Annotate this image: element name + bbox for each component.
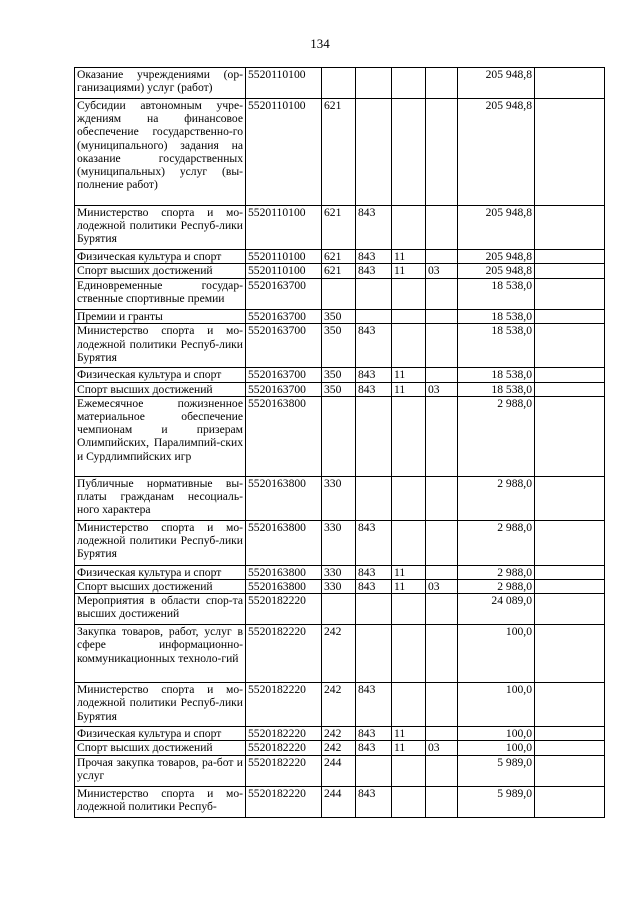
row-name-cell: Ежемесячное пожизненное материальное обеспечение чемпионам и призерам Олимпийских, Паралимпий-ских и Сурдлимпийских игр xyxy=(75,396,246,476)
row-section-cell xyxy=(392,755,426,786)
row-empty-cell xyxy=(535,565,605,579)
table-row xyxy=(75,68,605,99)
row-sum-cell: 205 948,8 xyxy=(458,99,535,206)
row-section-cell xyxy=(392,683,426,727)
row-code-cell: 5520182220 xyxy=(246,625,322,683)
row-subsection-cell: 03 xyxy=(426,741,458,755)
row-code-cell: 5520182220 xyxy=(246,683,322,727)
row-subsection-cell: 03 xyxy=(426,264,458,279)
row-section-cell xyxy=(392,625,426,683)
row-section-cell xyxy=(392,324,426,368)
row-section-cell: 11 xyxy=(392,727,426,741)
table-row xyxy=(75,206,605,250)
row-empty-cell xyxy=(535,310,605,324)
row-subsection-cell xyxy=(426,755,458,786)
row-code-cell: 5520182220 xyxy=(246,594,322,625)
row-section-cell xyxy=(392,206,426,250)
row-name-cell: Физическая культура и спорт xyxy=(75,368,246,382)
row-section-cell: 11 xyxy=(392,264,426,279)
table-row xyxy=(75,755,605,786)
row-sum-cell: 205 948,8 xyxy=(458,264,535,279)
row-code-cell: 5520163700 xyxy=(246,310,322,324)
row-name-cell: Спорт высших достижений xyxy=(75,264,246,279)
row-code-cell: 5520110100 xyxy=(246,264,322,279)
row-sum-cell: 2 988,0 xyxy=(458,580,535,594)
row-name-cell: Министерство спорта и мо-лодежной политики Респуб-лики Бурятия xyxy=(75,683,246,727)
row-expense-type-cell: 242 xyxy=(322,727,356,741)
row-code-cell: 5520182220 xyxy=(246,755,322,786)
row-ministry-code-cell xyxy=(356,476,392,520)
row-ministry-code-cell: 843 xyxy=(356,520,392,565)
row-code-cell: 5520163700 xyxy=(246,279,322,310)
row-code-cell: 5520110100 xyxy=(246,250,322,264)
row-name-cell: Министерство спорта и мо-лодежной политики Респуб-лики Бурятия xyxy=(75,520,246,565)
row-ministry-code-cell xyxy=(356,396,392,476)
row-ministry-code-cell: 843 xyxy=(356,368,392,382)
row-name-cell: Оказание учреждениями (ор-ганизациями) услуг (работ) xyxy=(75,68,246,99)
budget-table xyxy=(74,67,605,818)
row-subsection-cell xyxy=(426,786,458,817)
table-row xyxy=(75,565,605,579)
row-sum-cell: 18 538,0 xyxy=(458,324,535,368)
table-row xyxy=(75,310,605,324)
table-row xyxy=(75,741,605,755)
row-section-cell: 11 xyxy=(392,580,426,594)
row-expense-type-cell xyxy=(322,68,356,99)
row-subsection-cell xyxy=(426,625,458,683)
row-ministry-code-cell xyxy=(356,755,392,786)
row-section-cell xyxy=(392,310,426,324)
row-subsection-cell xyxy=(426,396,458,476)
table-row xyxy=(75,786,605,817)
row-section-cell: 11 xyxy=(392,565,426,579)
row-subsection-cell xyxy=(426,206,458,250)
table-row xyxy=(75,264,605,279)
row-code-cell: 5520163800 xyxy=(246,396,322,476)
row-sum-cell: 24 089,0 xyxy=(458,594,535,625)
row-expense-type-cell: 350 xyxy=(322,368,356,382)
row-section-cell: 11 xyxy=(392,741,426,755)
table-row xyxy=(75,324,605,368)
row-expense-type-cell: 242 xyxy=(322,625,356,683)
row-sum-cell: 5 989,0 xyxy=(458,786,535,817)
row-ministry-code-cell xyxy=(356,99,392,206)
row-empty-cell xyxy=(535,755,605,786)
row-expense-type-cell: 244 xyxy=(322,755,356,786)
row-sum-cell: 18 538,0 xyxy=(458,279,535,310)
row-section-cell xyxy=(392,786,426,817)
row-code-cell: 5520163700 xyxy=(246,324,322,368)
row-empty-cell xyxy=(535,741,605,755)
row-expense-type-cell: 350 xyxy=(322,310,356,324)
row-empty-cell xyxy=(535,727,605,741)
row-subsection-cell xyxy=(426,565,458,579)
row-expense-type-cell: 350 xyxy=(322,324,356,368)
row-code-cell: 5520163800 xyxy=(246,476,322,520)
row-ministry-code-cell: 843 xyxy=(356,264,392,279)
row-code-cell: 5520110100 xyxy=(246,68,322,99)
row-empty-cell xyxy=(535,683,605,727)
row-name-cell: Спорт высших достижений xyxy=(75,741,246,755)
row-subsection-cell xyxy=(426,250,458,264)
row-subsection-cell xyxy=(426,476,458,520)
row-sum-cell: 205 948,8 xyxy=(458,68,535,99)
row-empty-cell xyxy=(535,580,605,594)
row-sum-cell: 2 988,0 xyxy=(458,520,535,565)
row-empty-cell xyxy=(535,68,605,99)
row-name-cell: Закупка товаров, работ, услуг в сфере информационно-коммуникационных техноло-гий xyxy=(75,625,246,683)
row-name-cell: Единовременные государ-ственные спортивные премии xyxy=(75,279,246,310)
row-expense-type-cell: 330 xyxy=(322,520,356,565)
row-name-cell: Министерство спорта и мо-лодежной политики Респуб- xyxy=(75,786,246,817)
row-code-cell: 5520163700 xyxy=(246,382,322,396)
row-ministry-code-cell: 843 xyxy=(356,683,392,727)
row-code-cell: 5520110100 xyxy=(246,99,322,206)
row-sum-cell: 100,0 xyxy=(458,727,535,741)
row-name-cell: Субсидии автономным учре-ждениям на финансовое обеспечение государственно-го (муниципального) задания на оказание государственных (муниципальных) услуг (вы-полнение работ) xyxy=(75,99,246,206)
row-sum-cell: 5 989,0 xyxy=(458,755,535,786)
table-row xyxy=(75,594,605,625)
row-empty-cell xyxy=(535,396,605,476)
row-empty-cell xyxy=(535,520,605,565)
row-empty-cell xyxy=(535,324,605,368)
row-section-cell xyxy=(392,594,426,625)
table-row xyxy=(75,250,605,264)
table-row xyxy=(75,683,605,727)
row-empty-cell xyxy=(535,279,605,310)
row-ministry-code-cell: 843 xyxy=(356,206,392,250)
row-name-cell: Прочая закупка товаров, ра-бот и услуг xyxy=(75,755,246,786)
row-ministry-code-cell xyxy=(356,310,392,324)
row-empty-cell xyxy=(535,368,605,382)
row-sum-cell: 100,0 xyxy=(458,683,535,727)
row-subsection-cell xyxy=(426,727,458,741)
row-subsection-cell xyxy=(426,594,458,625)
row-code-cell: 5520163800 xyxy=(246,520,322,565)
table-row xyxy=(75,520,605,565)
row-subsection-cell xyxy=(426,520,458,565)
row-sum-cell: 2 988,0 xyxy=(458,396,535,476)
row-expense-type-cell: 621 xyxy=(322,206,356,250)
row-expense-type-cell: 330 xyxy=(322,565,356,579)
row-ministry-code-cell: 843 xyxy=(356,324,392,368)
table-row xyxy=(75,279,605,310)
row-ministry-code-cell: 843 xyxy=(356,741,392,755)
row-code-cell: 5520182220 xyxy=(246,786,322,817)
row-code-cell: 5520163700 xyxy=(246,368,322,382)
row-ministry-code-cell xyxy=(356,68,392,99)
page-number: 134 xyxy=(310,36,330,51)
row-ministry-code-cell xyxy=(356,594,392,625)
row-empty-cell xyxy=(535,625,605,683)
row-name-cell: Публичные нормативные вы-платы гражданам несоциаль-ного характера xyxy=(75,476,246,520)
row-sum-cell: 100,0 xyxy=(458,741,535,755)
row-ministry-code-cell xyxy=(356,625,392,683)
row-sum-cell: 18 538,0 xyxy=(458,310,535,324)
row-empty-cell xyxy=(535,476,605,520)
table-row xyxy=(75,368,605,382)
row-empty-cell xyxy=(535,206,605,250)
table-row xyxy=(75,382,605,396)
row-expense-type-cell: 242 xyxy=(322,683,356,727)
row-subsection-cell xyxy=(426,279,458,310)
row-code-cell: 5520110100 xyxy=(246,206,322,250)
row-ministry-code-cell xyxy=(356,279,392,310)
row-sum-cell: 2 988,0 xyxy=(458,565,535,579)
table-row xyxy=(75,625,605,683)
row-section-cell xyxy=(392,68,426,99)
row-expense-type-cell: 350 xyxy=(322,382,356,396)
row-code-cell: 5520163800 xyxy=(246,565,322,579)
row-empty-cell xyxy=(535,382,605,396)
row-subsection-cell xyxy=(426,368,458,382)
row-expense-type-cell: 621 xyxy=(322,264,356,279)
row-subsection-cell xyxy=(426,99,458,206)
row-subsection-cell: 03 xyxy=(426,580,458,594)
row-empty-cell xyxy=(535,99,605,206)
row-sum-cell: 100,0 xyxy=(458,625,535,683)
row-code-cell: 5520182220 xyxy=(246,727,322,741)
row-name-cell: Физическая культура и спорт xyxy=(75,250,246,264)
row-expense-type-cell: 330 xyxy=(322,476,356,520)
table-row xyxy=(75,396,605,476)
row-subsection-cell xyxy=(426,683,458,727)
row-ministry-code-cell: 843 xyxy=(356,786,392,817)
row-name-cell: Мероприятия в области спор-та высших достижений xyxy=(75,594,246,625)
row-section-cell: 11 xyxy=(392,368,426,382)
row-section-cell: 11 xyxy=(392,250,426,264)
row-subsection-cell xyxy=(426,324,458,368)
row-subsection-cell xyxy=(426,310,458,324)
row-section-cell xyxy=(392,476,426,520)
row-ministry-code-cell: 843 xyxy=(356,250,392,264)
row-section-cell: 11 xyxy=(392,382,426,396)
row-ministry-code-cell: 843 xyxy=(356,382,392,396)
table-row xyxy=(75,99,605,206)
row-empty-cell xyxy=(535,786,605,817)
row-sum-cell: 18 538,0 xyxy=(458,382,535,396)
row-name-cell: Физическая культура и спорт xyxy=(75,565,246,579)
row-expense-type-cell xyxy=(322,594,356,625)
row-sum-cell: 2 988,0 xyxy=(458,476,535,520)
row-sum-cell: 205 948,8 xyxy=(458,250,535,264)
row-ministry-code-cell: 843 xyxy=(356,565,392,579)
row-name-cell: Физическая культура и спорт xyxy=(75,727,246,741)
row-name-cell: Министерство спорта и мо-лодежной политики Респуб-лики Бурятия xyxy=(75,324,246,368)
row-ministry-code-cell: 843 xyxy=(356,727,392,741)
row-expense-type-cell: 330 xyxy=(322,580,356,594)
row-expense-type-cell xyxy=(322,279,356,310)
row-subsection-cell: 03 xyxy=(426,382,458,396)
row-sum-cell: 205 948,8 xyxy=(458,206,535,250)
row-name-cell: Премии и гранты xyxy=(75,310,246,324)
row-section-cell xyxy=(392,396,426,476)
row-expense-type-cell: 244 xyxy=(322,786,356,817)
row-empty-cell xyxy=(535,264,605,279)
table-row xyxy=(75,580,605,594)
row-name-cell: Спорт высших достижений xyxy=(75,382,246,396)
row-expense-type-cell xyxy=(322,396,356,476)
row-subsection-cell xyxy=(426,68,458,99)
row-ministry-code-cell: 843 xyxy=(356,580,392,594)
row-name-cell: Министерство спорта и мо-лодежной политики Респуб-лики Бурятия xyxy=(75,206,246,250)
row-section-cell xyxy=(392,279,426,310)
table-row xyxy=(75,727,605,741)
row-expense-type-cell: 621 xyxy=(322,250,356,264)
row-empty-cell xyxy=(535,594,605,625)
row-name-cell: Спорт высших достижений xyxy=(75,580,246,594)
table-row xyxy=(75,476,605,520)
row-section-cell xyxy=(392,99,426,206)
row-sum-cell: 18 538,0 xyxy=(458,368,535,382)
row-section-cell xyxy=(392,520,426,565)
row-empty-cell xyxy=(535,250,605,264)
row-expense-type-cell: 621 xyxy=(322,99,356,206)
row-code-cell: 5520163800 xyxy=(246,580,322,594)
row-code-cell: 5520182220 xyxy=(246,741,322,755)
row-expense-type-cell: 242 xyxy=(322,741,356,755)
